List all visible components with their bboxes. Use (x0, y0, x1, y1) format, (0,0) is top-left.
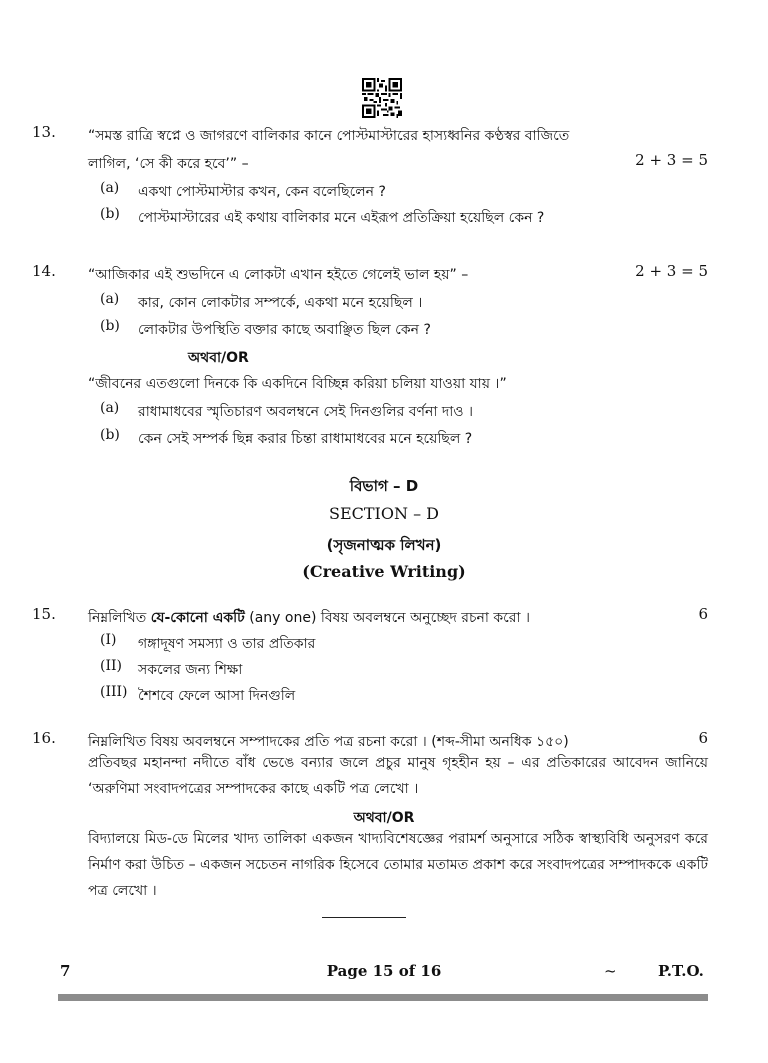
footer-bar (58, 994, 708, 1001)
question-text: “আজিকার এই শুভদিনে এ লোকটা এখান হইতে গেলেই ভাল হয়” – (88, 267, 469, 283)
sub-label: (a) (100, 291, 120, 307)
sub-text: লোকটার উপস্থিতি বক্তার কাছে অবাঞ্ছিত ছিল কেন ? (138, 322, 431, 338)
question-text-post: (any one) বিষয় অবলম্বনে অনুচ্ছেদ রচনা করো । (244, 610, 531, 626)
sub-text: রাধামাধবের স্মৃতিচারণ অবলম্বনে সেই দিনগুলির বর্ণনা দাও । (138, 404, 474, 420)
sub-label: (a) (100, 400, 120, 416)
sub-label: (a) (100, 180, 120, 196)
item-label: (I) (100, 632, 117, 648)
marks: 2 + 3 = 5 (635, 262, 708, 280)
sub-label: (b) (100, 427, 120, 443)
section-title-en: SECTION – D (329, 504, 439, 523)
letter-prompt-2: বিদ্যালয়ে মিড-ডে মিলের খাদ্য তালিকা একজন খাদ্যবিশেষজ্ঞের পরামর্শ অনুসারে সঠিক স্বাস্থ্যবিধি অনুসরণ করে নির্মাণ করা উচিত – একজন সচেতন নাগরিক হিসেবে তোমার মতামত প্রকাশ করে সংবাদপত্রের সম্পাদককে একটি পত্র লেখো । (88, 831, 708, 899)
sub-text: কেন সেই সম্পর্ক ছিন্ন করার চিন্তা রাধামাধবের মনে হয়েছিল ? (138, 431, 473, 447)
question-number: 14. (32, 262, 56, 280)
emphasis-any-one: যে-কোনো একটি (150, 610, 245, 626)
item-label: (III) (100, 684, 128, 700)
marks: 6 (698, 729, 708, 747)
footer-code: 7 (60, 962, 71, 980)
or-label: অথবা/OR (188, 350, 249, 366)
question-text-pre: নিম্নলিখিত (88, 610, 151, 626)
question-text: “সমস্ত রাত্রি স্বপ্নে ও জাগরণে বালিকার কানে পোস্টমাস্টারের হাস্যধ্বনির কণ্ঠস্বর বাজিতে (88, 128, 570, 144)
page-number: Page 15 of 16 (326, 962, 442, 980)
alt-quote: “জীবনের এতগুলো দিনকে কি একদিনে বিচ্ছিন্ন করিয়া চলিয়া যাওয়া যায় ।” (88, 376, 507, 392)
pto-label: P.T.O. (658, 962, 704, 980)
question-text: নিম্নলিখিত বিষয় অবলম্বনে সম্পাদকের প্রতি পত্র রচনা করো । (শব্দ-সীমা অনধিক ১৫০) (88, 734, 569, 750)
item-text: সকলের জন্য শিক্ষা (138, 662, 243, 678)
marks: 6 (698, 605, 708, 623)
question-number: 15. (32, 605, 56, 623)
question-number: 13. (32, 123, 56, 141)
question-text-cont: লাগিল, ‘সে কী করে হবে’” – (88, 156, 249, 172)
sub-text: কার, কোন লোকটার সম্পর্কে, একথা মনে হয়েছিল । (138, 295, 423, 311)
section-subtitle-en: (Creative Writing) (302, 562, 466, 581)
end-rule (322, 917, 406, 918)
item-text: শৈশবে ফেলে আসা দিনগুলি (138, 688, 296, 704)
sub-text: পোস্টমাস্টারের এই কথায় বালিকার মনে এইরূপ প্রতিক্রিয়া হয়েছিল কেন ? (138, 210, 545, 226)
question-number: 16. (32, 729, 56, 747)
sub-label: (b) (100, 318, 120, 334)
question-text (88, 606, 530, 630)
section-subtitle-bn: (সৃজনাত্মক লিখন) (326, 536, 442, 554)
sub-label: (b) (100, 206, 120, 222)
item-label: (II) (100, 658, 122, 674)
letter-prompt-1: প্রতিবছর মহানন্দা নদীতে বাঁধ ভেঙে বন্যার জলে প্রচুর মানুষ গৃহহীন হয় – এর প্রতিকারের আবেদন জানিয়ে ‘অরুণিমা সংবাদপত্রের সম্পাদকের কাছে একটি পত্র লেখো । (88, 755, 708, 797)
qr-code-icon (362, 78, 402, 118)
or-label: অথবা/OR (353, 810, 415, 826)
section-title-bn: বিভাগ – D (349, 477, 419, 495)
sub-text: একথা পোস্টমাস্টার কখন, কেন বলেছিলেন ? (138, 184, 386, 200)
item-text: গঙ্গাদূষণ সমস্যা ও তার প্রতিকার (138, 636, 316, 652)
marks: 2 + 3 = 5 (635, 151, 708, 169)
footer-tilde: ~ (604, 962, 617, 980)
